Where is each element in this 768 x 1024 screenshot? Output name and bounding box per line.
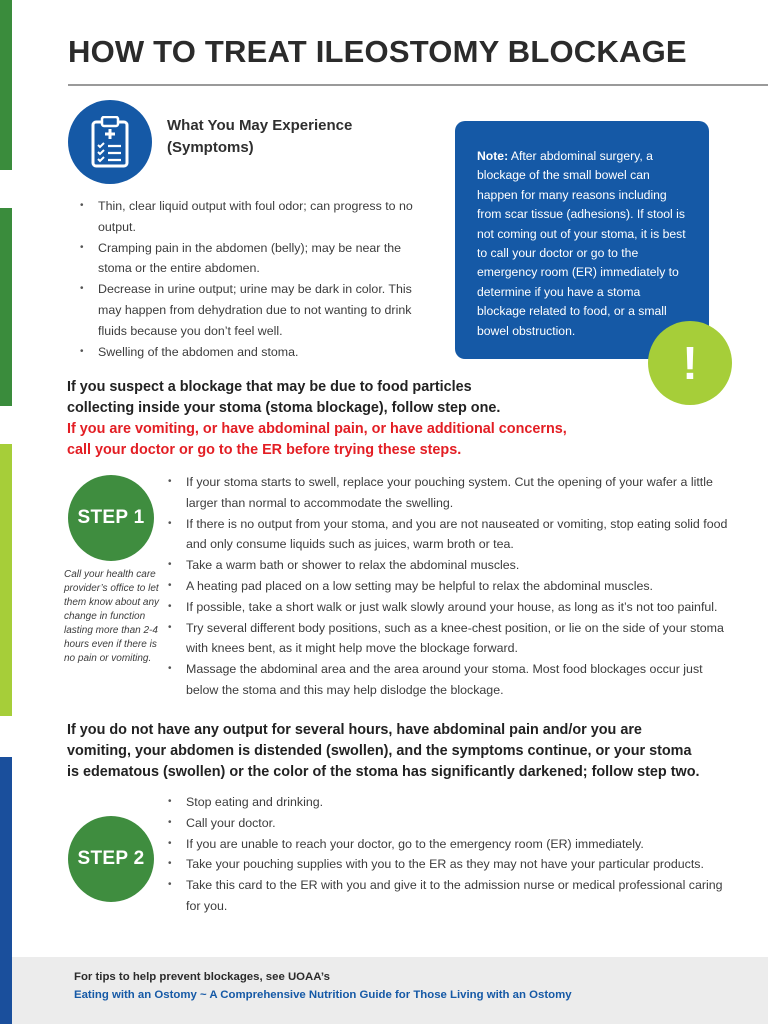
step2-intro-line3: is edematous (swollen) or the color of the stoma has significantly darkened; follow step two. xyxy=(67,764,700,780)
step2-intro-line2: vomiting, your abdomen is distended (swollen), and the symptoms continue, or your stoma xyxy=(67,743,692,759)
note-box xyxy=(455,121,709,359)
footer xyxy=(74,968,572,1004)
list-item: • If possible, take a short walk or just walk slowly around your house, as long as it’s not too painful. xyxy=(164,597,734,618)
list-item: • Stop eating and drinking. xyxy=(164,792,734,813)
list-item: • Cramping pain in the abdomen (belly); may be near the stoma or the entire abdomen. xyxy=(76,238,416,280)
list-item: • Take a warm bath or shower to relax the abdominal muscles. xyxy=(164,555,734,576)
side-bar-blue xyxy=(0,757,12,1024)
list-item: • Thin, clear liquid output with foul odor; can progress to no output. xyxy=(76,196,416,238)
list-item: • Call your doctor. xyxy=(164,813,734,834)
step1-intro-line2: collecting inside your stoma (stoma blockage), follow step one. xyxy=(67,400,501,416)
list-item: • Massage the abdominal area and the area around your stoma. Most food blockages occur just below the stoma and this may help dislodge the blockage. xyxy=(164,659,734,701)
footer-guide-title: Eating with an Ostomy ~ A Comprehensive Nutrition Guide for Those Living with an Ostomy xyxy=(74,989,572,1001)
note-text xyxy=(477,147,691,341)
symptoms-heading-line2: (Symptoms) xyxy=(167,139,254,156)
note-label: Note: xyxy=(477,149,509,163)
symptoms-heading xyxy=(167,115,407,159)
footer-line1: For tips to help prevent blockages, see UOAA’s xyxy=(74,971,330,983)
list-item: • If your stoma starts to swell, replace your pouching system. Cut the opening of your wafer a little larger than normal to accommodate the swelling. xyxy=(164,472,734,514)
list-item: • A heating pad placed on a low setting may be helpful to relax the abdominal muscles. xyxy=(164,576,734,597)
page-title: HOW TO TREAT ILEOSTOMY BLOCKAGE xyxy=(68,34,687,69)
note-body: After abdominal surgery, a blockage of the small bowel can happen for many reasons including from scar tissue (adhesions). If stool is not coming out of your stoma, it is best to call your doctor or go to the emergency room (ER) immediately to determine if you have a stoma blockage related to food, or a small bowel obstruction. xyxy=(477,149,686,338)
step1-intro-line1: If you suspect a blockage that may be due to food particles xyxy=(67,379,472,395)
step1-aside-note: Call your health care provider’s office to let them know about any change in function lasting more than 2-4 hours even if there is no pain or vomiting. xyxy=(64,569,160,664)
list-item: • If there is no output from your stoma, and you are not nauseated or vomiting, stop eating solid food and only consume liquids such as juices, warm broth or tea. xyxy=(164,514,734,556)
title-divider xyxy=(68,84,768,86)
list-item: • Take this card to the ER with you and give it to the admission nurse or medical professional caring for you. xyxy=(164,875,734,917)
symptoms-heading-line1: What You May Experience xyxy=(167,117,353,134)
side-bar-lime xyxy=(0,444,12,716)
side-bar-green-mid xyxy=(0,208,12,406)
step1-intro xyxy=(67,377,567,461)
list-item: • Decrease in urine output; urine may be dark in color. This may happen from dehydration due to not wanting to drink fluids because you don’t feel well. xyxy=(76,279,416,341)
step2-intro xyxy=(67,720,700,783)
side-bar-green-top xyxy=(0,0,12,170)
list-item: • Take your pouching supplies with you to the ER as they may not have your particular products. xyxy=(164,854,734,875)
exclamation-icon: ! xyxy=(648,321,732,405)
warning-line1: If you are vomiting, or have abdominal pain, or have additional concerns, xyxy=(67,421,567,437)
symptoms-list xyxy=(76,196,416,362)
step1-badge: STEP 1 xyxy=(68,475,154,561)
step2-badge: STEP 2 xyxy=(68,816,154,902)
step1-list xyxy=(164,472,734,701)
warning-line2: call your doctor or go to the ER before trying these steps. xyxy=(67,442,462,458)
list-item: • Try several different body positions, such as a knee-chest position, or lie on the side of your stoma with knees bent, as it might help move the blockage forward. xyxy=(164,618,734,660)
list-item: • If you are unable to reach your doctor, go to the emergency room (ER) immediately. xyxy=(164,834,734,855)
step2-intro-line1: If you do not have any output for several hours, have abdominal pain and/or you are xyxy=(67,722,642,738)
clipboard-medical-icon xyxy=(68,100,152,184)
list-item: • Swelling of the abdomen and stoma. xyxy=(76,342,416,363)
step2-list xyxy=(164,792,734,917)
